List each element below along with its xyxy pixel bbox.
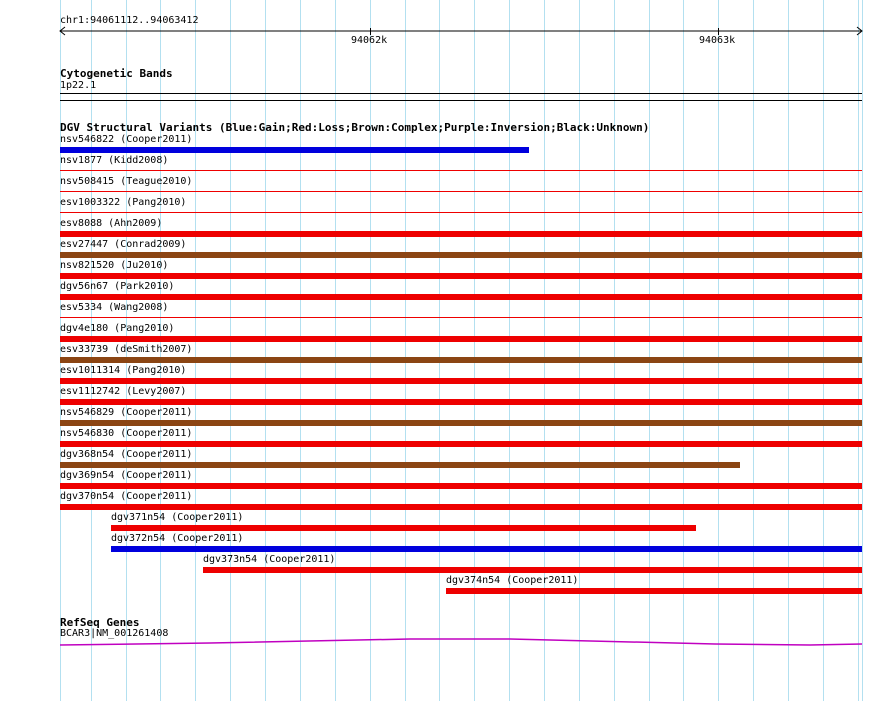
variant-label[interactable]: esv27447 (Conrad2009) bbox=[60, 239, 187, 250]
variant-bar[interactable] bbox=[60, 273, 862, 279]
variant-label[interactable]: dgv371n54 (Cooper2011) bbox=[111, 512, 244, 523]
variant-label[interactable]: nsv546829 (Cooper2011) bbox=[60, 407, 193, 418]
variant-label[interactable]: nsv1877 (Kidd2008) bbox=[60, 155, 169, 166]
variant-bar[interactable] bbox=[60, 336, 862, 342]
variant-bar[interactable] bbox=[446, 588, 862, 594]
variant-label[interactable]: dgv369n54 (Cooper2011) bbox=[60, 470, 193, 481]
variant-label[interactable]: esv33739 (deSmith2007) bbox=[60, 344, 193, 355]
variant-label[interactable]: esv5334 (Wang2008) bbox=[60, 302, 169, 313]
variant-bar[interactable] bbox=[60, 483, 862, 489]
variant-bar[interactable] bbox=[60, 317, 862, 318]
variant-bar[interactable] bbox=[60, 170, 862, 171]
variant-label[interactable]: dgv373n54 (Cooper2011) bbox=[203, 554, 336, 565]
variant-label[interactable]: esv8088 (Ahn2009) bbox=[60, 218, 163, 229]
cyto-band-label[interactable]: 1p22.1 bbox=[60, 80, 97, 91]
variant-bar[interactable] bbox=[203, 567, 862, 573]
cyto-band-line-lower bbox=[60, 100, 862, 101]
variant-label[interactable]: dgv56n67 (Park2010) bbox=[60, 281, 175, 292]
refseq-gene-label[interactable]: BCAR3|NM_001261408 bbox=[60, 628, 169, 639]
variant-label[interactable]: esv1003322 (Pang2010) bbox=[60, 197, 187, 208]
variant-bar[interactable] bbox=[60, 294, 862, 300]
variant-bar[interactable] bbox=[111, 546, 862, 552]
dgv-track-title[interactable]: DGV Structural Variants (Blue:Gain;Red:Loss;Brown:Complex;Purple:Inversion;Black:Unknown) bbox=[60, 121, 650, 134]
variant-label[interactable]: nsv546822 (Cooper2011) bbox=[60, 134, 193, 145]
region-label: chr1:94061112..94063412 bbox=[60, 15, 199, 26]
variant-label[interactable]: dgv4e180 (Pang2010) bbox=[60, 323, 175, 334]
variant-bar[interactable] bbox=[60, 191, 862, 192]
refseq-track-title[interactable]: RefSeq Genes bbox=[60, 616, 140, 629]
variant-bar[interactable] bbox=[60, 231, 862, 237]
ruler-tick-label: 94063k bbox=[699, 35, 736, 46]
variant-bar[interactable] bbox=[60, 399, 862, 405]
variant-bar[interactable] bbox=[60, 420, 862, 426]
variant-label[interactable]: dgv374n54 (Cooper2011) bbox=[446, 575, 579, 586]
variant-bar[interactable] bbox=[60, 212, 862, 213]
variant-bar[interactable] bbox=[60, 504, 862, 510]
cyto-track-title[interactable]: Cytogenetic Bands bbox=[60, 67, 173, 80]
variant-label[interactable]: esv1011314 (Pang2010) bbox=[60, 365, 187, 376]
variant-bar[interactable] bbox=[60, 441, 862, 447]
variant-bar[interactable] bbox=[60, 147, 529, 153]
variant-label[interactable]: dgv372n54 (Cooper2011) bbox=[111, 533, 244, 544]
variant-bar[interactable] bbox=[60, 378, 862, 384]
variant-label[interactable]: nsv546830 (Cooper2011) bbox=[60, 428, 193, 439]
variant-label[interactable]: esv1112742 (Levy2007) bbox=[60, 386, 187, 397]
refseq-gene-feature[interactable] bbox=[0, 636, 890, 650]
variant-bar[interactable] bbox=[111, 525, 696, 531]
ruler-tick-label: 94062k bbox=[351, 35, 388, 46]
variant-label[interactable]: dgv368n54 (Cooper2011) bbox=[60, 449, 193, 460]
cyto-band-line bbox=[60, 93, 862, 94]
variant-label[interactable]: nsv508415 (Teague2010) bbox=[60, 176, 193, 187]
variant-bar[interactable] bbox=[60, 462, 740, 468]
variant-label[interactable]: dgv370n54 (Cooper2011) bbox=[60, 491, 193, 502]
variant-bar[interactable] bbox=[60, 252, 862, 258]
variant-bar[interactable] bbox=[60, 357, 862, 363]
ruler-tick bbox=[370, 28, 371, 35]
ruler-tick bbox=[718, 28, 719, 35]
variant-label[interactable]: nsv821520 (Ju2010) bbox=[60, 260, 169, 271]
ruler-axis[interactable] bbox=[0, 26, 890, 38]
